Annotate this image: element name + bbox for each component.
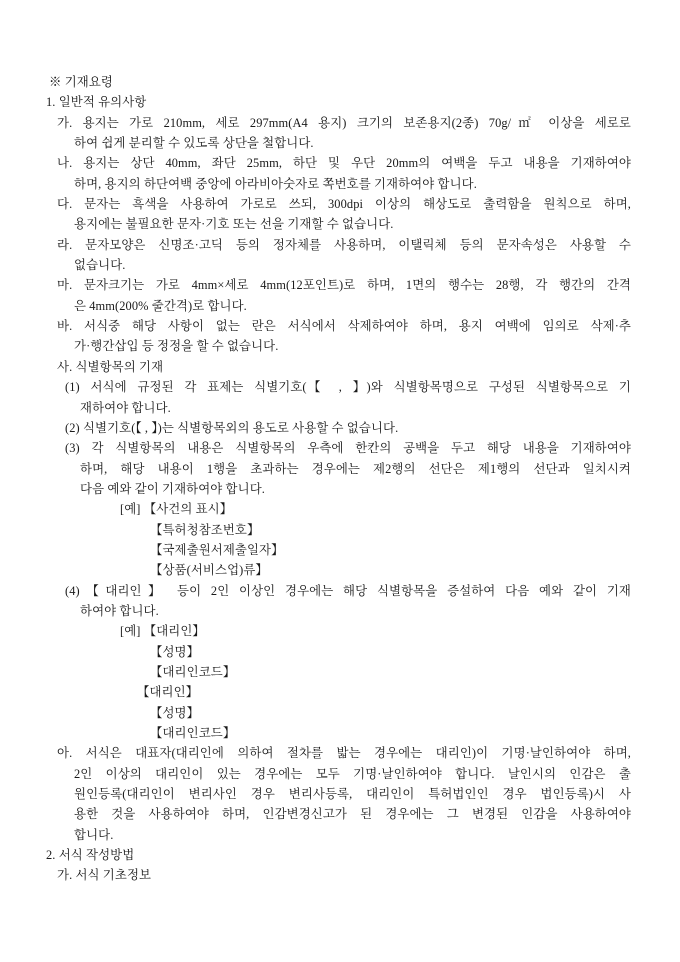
- doc-line: 합니다.: [74, 827, 114, 842]
- doc-line: 가·행간삽입 등 정정을 할 수 없습니다.: [74, 339, 279, 354]
- doc-line: 재하여야 합니다.: [80, 400, 171, 415]
- doc-line: 【대리인코드】: [150, 726, 236, 740]
- doc-line: 아. 서식은 대표자(대리인에 의하여 절차를 밟는 경우에는 대리인)이 기명·날인하여야 하며,: [57, 746, 631, 761]
- doc-heading: ※ 기재요령: [49, 75, 113, 89]
- doc-line: (2) 식별기호(【 , 】)는 식별항목외의 용도로 사용할 수 없습니다.: [65, 420, 399, 435]
- doc-line: 바. 서식중 해당 사항이 없는 란은 서식에서 삭제하여야 하며, 용지 여백에 임의로 삭제·추: [57, 319, 631, 334]
- doc-line: 2인 이상의 대리인이 있는 경우에는 모두 기명·날인하여야 합니다. 날인시의 인감은 출: [74, 766, 631, 781]
- doc-line: 라. 문자모양은 신명조·고딕 등의 정자체를 사용하며, 이탤릭체 등의 문자속성은 사용할 수: [57, 237, 631, 252]
- doc-line: 마. 문자크기는 가로 4mm×세로 4mm(12포인트)로 하며, 1면의 행수는 28행, 각 행간의 간격: [57, 278, 631, 293]
- doc-line: 용지에는 불필요한 문자·기호 또는 선을 기재할 수 없습니다.: [74, 217, 394, 232]
- doc-line: 1. 일반적 유의사항: [46, 95, 147, 110]
- doc-line: 하여야 합니다.: [80, 603, 159, 618]
- doc-line: 없습니다.: [74, 258, 126, 273]
- doc-lines: [0, 92, 680, 885]
- doc-line: 나. 용지는 상단 40mm, 좌단 25mm, 하단 및 우단 20mm의 여백을 두고 내용을 기재하여야: [57, 156, 631, 171]
- document-body: [0, 72, 680, 886]
- doc-line: [예] 【사건의 표시】: [120, 502, 233, 517]
- doc-line: (1) 서식에 규정된 각 표제는 식별기호(【 , 】)와 식별항목명으로 구성된 식별항목으로 기: [65, 380, 631, 395]
- doc-line: 【성명】: [150, 705, 200, 720]
- doc-line: [예] 【대리인】: [120, 624, 205, 639]
- doc-line: 【대리인】: [137, 685, 199, 700]
- doc-line: 은 4mm(200% 줄간격)로 합니다.: [74, 298, 247, 313]
- doc-line: 다음 예와 같이 기재하여야 합니다.: [80, 481, 265, 496]
- doc-line: 【국제출원서제출일자】: [150, 542, 284, 557]
- doc-line: 【특허청참조번호】: [150, 522, 260, 537]
- doc-line: 용한 것을 사용하여야 하며, 인감변경신고가 된 경우에는 그 변경된 인감을 사용하여야: [74, 807, 631, 822]
- doc-line: 하며, 해당 내용이 1행을 초과하는 경우에는 제2행의 선단은 제1행의 선단과 일치시켜: [80, 461, 631, 476]
- doc-line: 하며, 용지의 하단여백 중앙에 아라비아숫자로 쪽번호를 기재하여야 합니다.: [74, 176, 477, 191]
- doc-line: 다. 문자는 흑색을 사용하여 가로로 쓰되, 300dpi 이상의 해상도로 출력함을 원칙으로 하며,: [57, 197, 631, 212]
- doc-line: 원인등록(대리인이 변리사인 경우 변리사등록, 대리인이 특허법인인 경우 법인등록)시 사: [74, 787, 631, 802]
- doc-line: 【대리인코드】: [150, 664, 236, 679]
- doc-line: (4)【대리인】 등이 2인 이상인 경우에는 해당 식별항목을 증설하여 다음 예와 같이 기재: [65, 583, 631, 598]
- doc-line: 【상품(서비스업)류】: [150, 563, 268, 578]
- doc-line: 하여 쉽게 분리할 수 있도록 상단을 철합니다.: [74, 136, 314, 151]
- doc-line: 【성명】: [150, 644, 200, 659]
- doc-line: 가. 용지는 가로 210mm, 세로 297mm(A4 용지) 크기의 보존용지(2종) 70g/㎡ 이상을 세로로: [57, 115, 631, 130]
- doc-line: (3) 각 식별항목의 내용은 식별항목의 우측에 한칸의 공백을 두고 해당 내용을 기재하여야: [65, 441, 631, 456]
- doc-line: 2. 서식 작성방법: [46, 848, 135, 863]
- doc-line: 가. 서식 기초정보: [57, 868, 152, 883]
- doc-line: 사. 식별항목의 기재: [57, 359, 164, 374]
